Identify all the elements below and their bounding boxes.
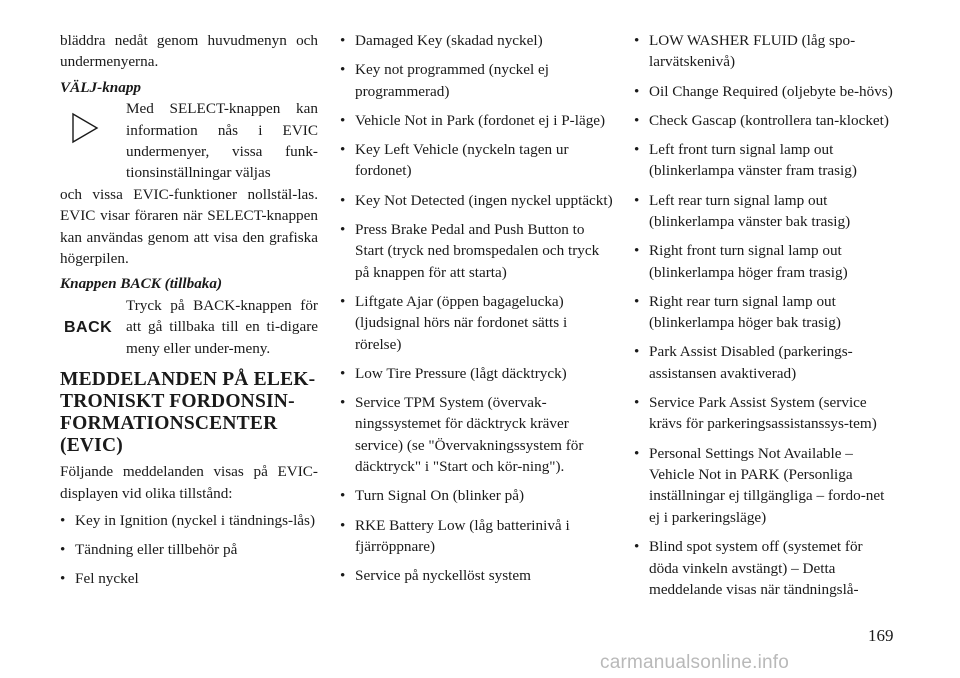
message-list-3 bbox=[634, 30, 895, 600]
bullet-icon: • bbox=[340, 220, 346, 238]
bullet-icon: • bbox=[634, 292, 640, 310]
list-item: • Vehicle Not in Park (fordonet ej i P-läge) bbox=[340, 110, 613, 131]
bullet-icon: • bbox=[634, 343, 640, 361]
list-item: • RKE Battery Low (låg batterinivå i fjärröppnare) bbox=[340, 516, 570, 556]
column-right bbox=[634, 30, 895, 608]
bullet-icon: • bbox=[634, 242, 640, 260]
intro-paragraph: bläddra nedåt genom huvudmenyn och undermenyerna. bbox=[60, 32, 318, 71]
bullet-icon: • bbox=[340, 292, 346, 310]
back-button-icon: BACK bbox=[64, 318, 113, 336]
section-intro: Följande meddelanden visas på EVIC-displayen vid olika tillstånd: bbox=[60, 463, 318, 502]
list-item: • Right rear turn signal lamp out (blinkerlampa höger bak trasig) bbox=[634, 292, 841, 332]
list-item: • Service Park Assist System (service krävs för parkeringsassistanssys-tem) bbox=[634, 394, 877, 433]
list-item: • Oil Change Required (oljebyte be-hövs) bbox=[634, 81, 895, 102]
list-item: • Fel nyckel bbox=[60, 568, 318, 589]
bullet-icon: • bbox=[60, 541, 66, 559]
select-button-text-cont: och vissa EVIC-funktioner nollstäl-las. EVIC visar föraren när SELECT-knappen kan användas genom att visa den grafiska högerpilen. bbox=[60, 185, 318, 268]
back-button-block bbox=[60, 295, 318, 359]
column-middle bbox=[340, 30, 613, 595]
list-item: • Key in Ignition (nyckel i tändnings-lås) bbox=[60, 510, 318, 531]
bullet-icon: • bbox=[634, 141, 640, 159]
list-item: • Press Brake Pedal and Push Button to Start (tryck ned bromspedalen och tryck på knappen för att starta) bbox=[340, 220, 600, 281]
bullet-icon: • bbox=[634, 111, 640, 129]
bullet-icon: • bbox=[340, 364, 346, 382]
bullet-icon: • bbox=[634, 82, 640, 100]
bullet-icon: • bbox=[634, 191, 640, 209]
list-item: • Blind spot system off (systemet för döda vinkeln avstängt) – Detta meddelande visas när tändningslå- bbox=[634, 538, 863, 598]
bullet-icon: • bbox=[60, 570, 66, 588]
back-button-text: Tryck på BACK-knappen för att gå tillbaka till en ti-digare meny eller under-meny. bbox=[126, 296, 318, 357]
bullet-icon: • bbox=[634, 32, 640, 49]
select-button-text: Med SELECT-knappen kan information nås i EVIC undermenyer, vissa funk-tionsinställningar väljas bbox=[126, 100, 318, 182]
list-item: • Left rear turn signal lamp out (blinkerlampa vänster bak trasig) bbox=[634, 191, 851, 231]
list-item: • Key Not Detected (ingen nyckel upptäckt) bbox=[340, 190, 613, 211]
list-item: • Key not programmed (nyckel ej programmerad) bbox=[340, 61, 549, 100]
list-item: • Service på nyckellöst system bbox=[340, 565, 613, 586]
list-item: • Liftgate Ajar (öppen bagagelucka) (ljudsignal hörs när fordonet sätts i rörelse) bbox=[340, 292, 568, 353]
bullet-icon: • bbox=[340, 567, 346, 585]
bullet-icon: • bbox=[340, 516, 346, 534]
message-list-1 bbox=[60, 510, 318, 590]
bullet-icon: • bbox=[340, 141, 346, 159]
page-number: 169 bbox=[868, 626, 894, 645]
list-item: • Left front turn signal lamp out (blinkerlampa vänster fram trasig) bbox=[634, 141, 857, 180]
list-item: • Low Tire Pressure (lågt däcktryck) bbox=[340, 363, 613, 384]
back-button-heading: Knappen BACK (tillbaka) bbox=[60, 275, 223, 293]
select-button-heading: VÄLJ-knapp bbox=[60, 78, 142, 96]
select-button-block bbox=[60, 98, 318, 184]
bullet-icon: • bbox=[340, 487, 346, 505]
bullet-icon: • bbox=[60, 511, 66, 529]
bullet-icon: • bbox=[340, 191, 346, 209]
bullet-icon: • bbox=[340, 32, 346, 49]
section-title: MEDDELANDEN PÅ ELEK-TRONISKT FORDONSIN-FORMATIONSCENTER (EVIC) bbox=[60, 369, 316, 457]
bullet-icon: • bbox=[634, 394, 640, 412]
list-item: • Service TPM System (övervak-ningssystemet för däcktryck kräver service) (se "Övervakningssystem för däcktryck" i "Start och kör-ning"). bbox=[340, 394, 584, 476]
bullet-icon: • bbox=[340, 61, 346, 79]
bullet-icon: • bbox=[340, 111, 346, 129]
list-item: • Tändning eller tillbehör på bbox=[60, 539, 318, 560]
list-item: • Check Gascap (kontrollera tan-klocket) bbox=[634, 110, 895, 131]
message-list-2 bbox=[340, 30, 613, 587]
bullet-icon: • bbox=[340, 394, 346, 412]
column-left bbox=[60, 30, 318, 598]
list-item: • Turn Signal On (blinker på) bbox=[340, 485, 613, 506]
bullet-icon: • bbox=[634, 538, 640, 556]
bullet-icon: • bbox=[634, 444, 640, 462]
list-item: • Key Left Vehicle (nyckeln tagen ur fordonet) bbox=[340, 141, 569, 180]
right-arrow-icon bbox=[70, 112, 100, 144]
list-item: • LOW WASHER FLUID (låg spo-larvätskenivå) bbox=[634, 32, 856, 71]
list-item: • Personal Settings Not Available – Vehicle Not in PARK (Personliga inställningar ej tillgängliga – fordo-net ej i parkeringsläge) bbox=[634, 444, 885, 526]
list-item: • Park Assist Disabled (parkerings-assistansen avaktiverad) bbox=[634, 343, 853, 382]
watermark: carmanualsonline.info bbox=[600, 652, 790, 673]
list-item: • Right front turn signal lamp out (blinkerlampa höger fram trasig) bbox=[634, 242, 848, 281]
list-item: • Damaged Key (skadad nyckel) bbox=[340, 30, 613, 51]
